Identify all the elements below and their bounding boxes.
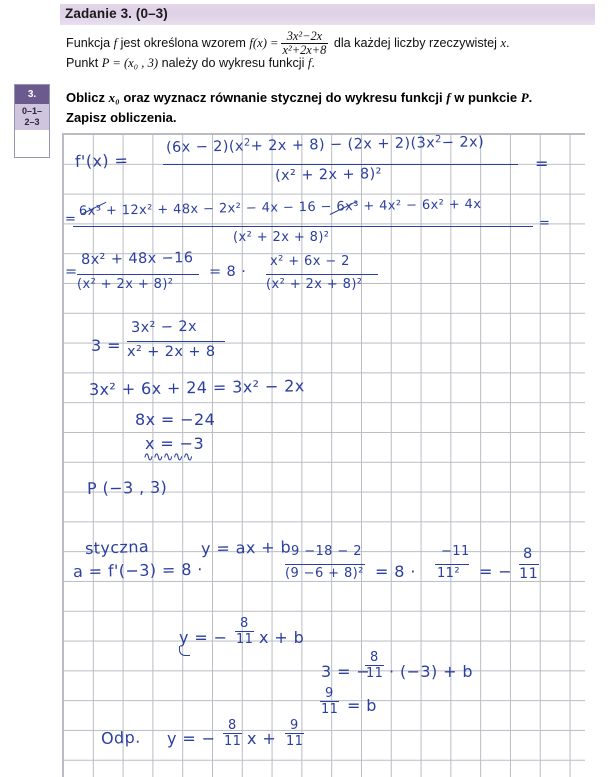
function-symbol-f-3: f — [446, 90, 451, 105]
work-line4-lhs: 3 = — [91, 336, 121, 355]
work-line3-denominator-2: (x² + 2x + 8)² — [266, 277, 363, 292]
work-line3-numerator: 8x² + 48x −16 — [80, 250, 194, 268]
work-slope-denominator-2: 11² — [437, 566, 460, 581]
work-line1-numerator: $(6x - 2)(x^2+ 2x + 8) - (2x + 2)(3x^2- 2x)$ — [165, 134, 485, 156]
work-tangent-label: styczna — [84, 536, 150, 558]
work-line12-tail: · (−3) + b — [389, 662, 473, 681]
work-tangent-equation: y = ax + b — [200, 537, 292, 558]
formula-fraction — [281, 30, 329, 56]
score-values-row-2: 2–3 — [24, 117, 40, 127]
work-line2-fraction-bar — [73, 226, 533, 227]
work-slope-result-denominator: 11 — [519, 566, 539, 582]
function-symbol-f: f — [113, 36, 118, 51]
command-period: . — [528, 90, 533, 105]
statement-text-1: Funkcja — [66, 36, 111, 51]
final-answer-lhs: y = − — [167, 729, 216, 748]
work-line1-fraction-bar — [163, 164, 518, 165]
final-answer-numerator: 8 — [228, 718, 237, 733]
work-line6-equation: 8x = −24 — [135, 410, 216, 429]
score-box-number: 3. — [15, 85, 49, 104]
work-line4-denominator: x² + 2x + 8 — [127, 344, 216, 360]
score-box-values — [15, 104, 49, 130]
point-P-symbol: P — [520, 90, 529, 105]
work-line11-tail: x + b — [259, 628, 305, 647]
formula-denominator: x²+2x+8 — [282, 42, 327, 57]
work-line12-denominator: 11 — [366, 666, 384, 681]
variable-x: x — [500, 36, 507, 51]
x0-symbol: x₀ — [108, 90, 120, 105]
work-line2-denominator: (x² + 2x + 8)² — [233, 230, 330, 245]
work-line3-fraction-bar — [77, 274, 199, 275]
work-line2-equals: = — [65, 212, 77, 227]
work-line3-numerator-2: x² + 6x − 2 — [270, 254, 350, 269]
score-box — [14, 84, 50, 158]
work-slope-lhs: a = f'(−3) = 8 · — [72, 559, 203, 581]
formula-numerator: 3x²−2x — [286, 29, 323, 43]
work-line12-lhs: 3 = − — [321, 662, 371, 681]
work-line11-hook — [179, 646, 190, 656]
work-line3-denominator: (x² + 2x + 8)² — [77, 277, 174, 292]
statement-text-2: jest określona wzorem — [120, 36, 246, 51]
command-line-2: Zapisz obliczenia. — [66, 110, 177, 125]
work-line11-denominator: 11 — [236, 632, 254, 647]
work-line1-denominator: (x² + 2x + 8)² — [274, 166, 383, 184]
work-line3-fraction-bar-2 — [266, 274, 378, 275]
final-answer-mid: x + — [247, 729, 277, 748]
work-line3-equals: = — [65, 264, 78, 280]
final-answer-denominator-2: 11 — [286, 734, 304, 749]
work-line4-numerator: 3x² − 2x — [130, 318, 198, 336]
work-point-P: P (−3 , 3) — [86, 477, 168, 498]
final-answer-numerator-2: 9 — [290, 718, 299, 733]
work-line3-factor: = 8 · — [209, 264, 247, 280]
squiggly-underline: ∿∿∿∿∿ — [143, 450, 193, 465]
work-line7-solution: x = −3 — [145, 434, 205, 453]
statement-line-2 — [66, 56, 315, 71]
score-values-row-1: 0–1– — [21, 106, 43, 116]
final-answer-denominator: 11 — [224, 734, 242, 749]
work-line1-lhs: f'(x) = — [74, 150, 129, 171]
work-line11-numerator: 8 — [240, 616, 249, 631]
work-slope-fraction-bar-2 — [435, 564, 469, 565]
task-title: Zadanie 3. (0–3) — [65, 6, 168, 21]
command-text-2: oraz wyznacz równanie stycznej do wykresu funkcji — [123, 90, 443, 105]
final-answer-label: Odp. — [100, 727, 141, 748]
statement-line-1 — [66, 30, 510, 56]
function-symbol-f-2: f — [307, 56, 312, 70]
work-slope-mid: = 8 · — [375, 562, 416, 581]
work-line11-lhs: y = − — [179, 628, 228, 647]
statement-period-2: . — [311, 56, 315, 70]
statement-period-1: . — [506, 36, 510, 51]
work-line12-numerator: 8 — [370, 650, 379, 665]
score-box-blank-cell — [15, 130, 49, 157]
work-line1-equals-tail: = — [535, 154, 549, 173]
command-text-1: Oblicz — [66, 90, 106, 105]
statement-text-3: dla każdej liczby rzeczywistej — [333, 36, 497, 51]
command-line-1 — [66, 90, 532, 106]
formula-lhs: f(x) = — [249, 36, 279, 51]
work-line13-numerator: 9 — [325, 686, 334, 701]
work-line13-tail: = b — [347, 696, 377, 715]
work-slope-fraction-bar — [285, 564, 365, 565]
work-slope-result-bar — [519, 564, 539, 565]
graph-paper-answer-area[interactable] — [62, 133, 585, 777]
work-slope-numerator-2: −11 — [441, 544, 470, 559]
work-line4-fraction-bar — [127, 341, 225, 342]
statement-text-5: należy do wykresu funkcji — [161, 56, 305, 70]
command-text-3: w punkcie — [454, 90, 518, 105]
work-line2-numerator: 6x³ + 12x² + 48x − 2x² − 4x − 16 − 6x³ + 4x² − 6x² + 4x — [78, 196, 482, 219]
work-line13-denominator: 11 — [321, 702, 339, 717]
work-slope-denominator: (9 −6 + 8)² — [285, 566, 364, 581]
work-line5-equation: 3x² + 6x + 24 = 3x² − 2x — [88, 376, 305, 399]
statement-text-4: Punkt — [66, 56, 99, 70]
work-slope-equals-2: = − — [479, 562, 513, 581]
work-line2-tail: = — [539, 216, 551, 231]
work-slope-result-numerator: 8 — [523, 546, 533, 562]
point-P-definition: P = (x₀ , 3) — [101, 56, 159, 70]
work-slope-numerator: 9 −18 − 2 — [291, 544, 362, 559]
